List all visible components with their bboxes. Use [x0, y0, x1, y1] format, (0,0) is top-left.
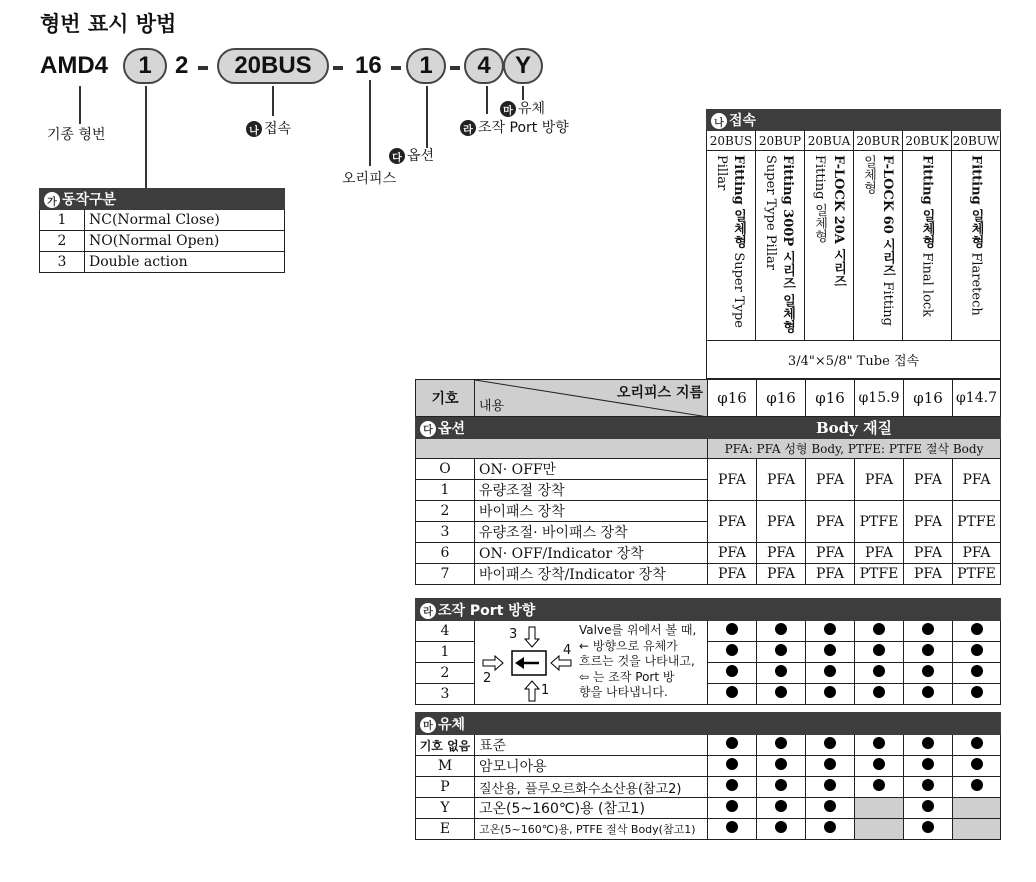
- connection-table: [706, 109, 1001, 379]
- leader-line: [79, 86, 81, 124]
- material: PTFE: [855, 501, 904, 543]
- material: PFA: [757, 543, 806, 564]
- available-dot: [922, 758, 934, 770]
- available-dot: [824, 623, 836, 635]
- material: PFA: [806, 459, 855, 501]
- available-dot: [922, 665, 934, 677]
- fluid-row: [416, 798, 1001, 819]
- label-option: 다 옵션: [389, 145, 434, 165]
- action-code: 2: [40, 231, 85, 252]
- orifice-value: φ16: [708, 380, 757, 417]
- page-title: 형번 표시 방법: [40, 12, 177, 36]
- option-header: 다 옵션: [416, 417, 708, 439]
- fluid-code: P: [416, 777, 475, 798]
- available-dot: [922, 821, 934, 833]
- orifice-value: φ15.9: [855, 380, 904, 417]
- unavailable-cell: [855, 798, 904, 819]
- body-note: PFA: PFA 성형 Body, PTFE: PTFE 절삭 Body: [708, 439, 1001, 459]
- available-dot: [726, 665, 738, 677]
- material: PFA: [708, 459, 757, 501]
- action-code: 3: [40, 252, 85, 273]
- available-dot: [775, 686, 787, 698]
- option-desc: ON· OFF/Indicator 장착: [475, 543, 708, 564]
- port-code: 1: [416, 642, 475, 663]
- option-code: O: [416, 459, 475, 480]
- available-dot: [775, 779, 787, 791]
- conn-desc: Fitting 일체형 Flaretech: [952, 151, 1001, 341]
- option-desc: 바이패스 장착/Indicator 장착: [475, 564, 708, 585]
- available-dot: [922, 737, 934, 749]
- available-dot: [873, 686, 885, 698]
- code-label: 기호: [416, 380, 475, 417]
- leader-line: [369, 80, 371, 166]
- fluid-row: [416, 819, 1001, 840]
- conn-code: 20BUK: [903, 131, 952, 151]
- unavailable-cell: [953, 798, 1001, 819]
- available-dot: [726, 758, 738, 770]
- orifice-header: [475, 380, 708, 417]
- port-num: 3: [509, 627, 518, 642]
- unavailable-cell: [855, 819, 904, 840]
- option-code: 6: [416, 543, 475, 564]
- code-orifice: 16: [355, 52, 382, 79]
- port-arrow-diagram: [477, 621, 577, 705]
- material: PFA: [708, 564, 757, 585]
- available-dot: [824, 800, 836, 812]
- fluid-code: M: [416, 756, 475, 777]
- material: PFA: [757, 501, 806, 543]
- available-dot: [775, 758, 787, 770]
- available-dot: [824, 644, 836, 656]
- action-header: 가 동작구분: [40, 189, 285, 210]
- available-dot: [971, 779, 983, 791]
- fluid-desc: 질산용, 플루오르화수소산용(참고2): [475, 777, 708, 798]
- available-dot: [971, 644, 983, 656]
- material: PFA: [757, 459, 806, 501]
- available-dot: [922, 800, 934, 812]
- fluid-desc: 표준: [475, 735, 708, 756]
- content-label: 내용: [479, 399, 505, 414]
- available-dot: [775, 644, 787, 656]
- available-dot: [873, 758, 885, 770]
- port-note: Valve를 위에서 볼 때, ← 방향으로 유체가 흐르는 것을 나타내고, ⇦ 는 조작 Port 방 향을 나타냅니다.: [579, 623, 697, 699]
- available-dot: [824, 821, 836, 833]
- fluid-code: E: [416, 819, 475, 840]
- leader-line: [426, 86, 428, 148]
- available-dot: [922, 623, 934, 635]
- available-dot: [971, 665, 983, 677]
- orifice-value: φ16: [806, 380, 855, 417]
- conn-desc: F-LOCK 20A 시리즈 Fitting 일체형: [805, 151, 854, 341]
- conn-code: 20BUP: [756, 131, 805, 151]
- body-material-header: Body 재질: [708, 417, 1001, 439]
- material: PTFE: [953, 501, 1001, 543]
- material: PFA: [708, 543, 757, 564]
- option-code: 7: [416, 564, 475, 585]
- available-dot: [775, 665, 787, 677]
- dash: [333, 66, 343, 70]
- material: PFA: [855, 543, 904, 564]
- available-dot: [726, 821, 738, 833]
- material: PFA: [904, 459, 953, 501]
- fluid-desc: 고온(5~160℃)용 (참고1): [475, 798, 708, 819]
- orifice-label: 오리피스 지름: [616, 385, 703, 401]
- available-dot: [726, 779, 738, 791]
- code-option: 1: [406, 48, 446, 84]
- unavailable-cell: [953, 819, 1001, 840]
- material: PFA: [806, 543, 855, 564]
- material: PFA: [904, 564, 953, 585]
- port-num: 2: [483, 671, 492, 686]
- code-port: 4: [464, 48, 504, 84]
- available-dot: [873, 644, 885, 656]
- dash: [450, 66, 460, 70]
- material: PTFE: [855, 564, 904, 585]
- available-dot: [971, 686, 983, 698]
- action-code: 1: [40, 210, 85, 231]
- port-code: 2: [416, 663, 475, 684]
- option-desc: 바이패스 장착: [475, 501, 708, 522]
- fluid-header: 마 유체: [416, 713, 1001, 735]
- port-num: 4: [563, 643, 572, 658]
- fluid-row: [416, 735, 1001, 756]
- dash: [198, 66, 208, 70]
- leader-line: [486, 86, 488, 114]
- blank-cell: [416, 439, 708, 459]
- port-header: 라 조작 Port 방향: [416, 599, 1001, 621]
- fluid-code: 기호 없음: [416, 735, 475, 756]
- action-desc: Double action: [85, 252, 285, 273]
- code-fluid: Y: [503, 48, 543, 84]
- fluid-table: [415, 712, 1001, 840]
- available-dot: [824, 665, 836, 677]
- label-fluid: 마 유체: [500, 98, 545, 118]
- fluid-row: [416, 756, 1001, 777]
- dash: [391, 66, 401, 70]
- available-dot: [971, 758, 983, 770]
- option-desc: 유량조절· 바이패스 장착: [475, 522, 708, 543]
- material: PFA: [904, 501, 953, 543]
- orifice-value: φ16: [904, 380, 953, 417]
- fluid-desc: 암모니아용: [475, 756, 708, 777]
- label-base-model: 기종 형번: [47, 127, 106, 143]
- available-dot: [873, 665, 885, 677]
- port-table: [415, 598, 1001, 705]
- material: PFA: [953, 543, 1001, 564]
- conn-code: 20BUA: [805, 131, 854, 151]
- material: PFA: [757, 564, 806, 585]
- available-dot: [873, 623, 885, 635]
- available-dot: [726, 737, 738, 749]
- port-code: 3: [416, 684, 475, 705]
- option-desc: ON· OFF만: [475, 459, 708, 480]
- available-dot: [824, 737, 836, 749]
- option-code: 2: [416, 501, 475, 522]
- available-dot: [726, 686, 738, 698]
- available-dot: [824, 779, 836, 791]
- material: PFA: [953, 459, 1001, 501]
- material: PTFE: [953, 564, 1001, 585]
- label-port: 라 조작 Port 방향: [460, 117, 569, 137]
- model-prefix: AMD4: [40, 52, 109, 79]
- label-connection: 나 접속: [246, 118, 291, 138]
- label-orifice: 오리피스: [342, 171, 397, 187]
- available-dot: [775, 800, 787, 812]
- connection-header: 나 접속: [707, 110, 1001, 131]
- conn-desc: F-LOCK 60 시리즈 Fitting 일체형: [854, 151, 903, 341]
- spec-table: [415, 379, 1001, 585]
- available-dot: [726, 623, 738, 635]
- material: PFA: [806, 501, 855, 543]
- available-dot: [873, 737, 885, 749]
- code-connection: 20BUS: [217, 48, 329, 84]
- option-code: 1: [416, 480, 475, 501]
- fluid-code: Y: [416, 798, 475, 819]
- available-dot: [922, 686, 934, 698]
- conn-desc: Fitting 일체형 Final lock: [903, 151, 952, 341]
- available-dot: [775, 737, 787, 749]
- available-dot: [971, 737, 983, 749]
- action-desc: NO(Normal Open): [85, 231, 285, 252]
- option-desc: 유량조절 장착: [475, 480, 708, 501]
- material: PFA: [806, 564, 855, 585]
- fluid-rows: [416, 735, 1001, 840]
- material: PFA: [855, 459, 904, 501]
- available-dot: [726, 800, 738, 812]
- action-table: [39, 188, 285, 273]
- code-action: 1: [123, 48, 167, 84]
- conn-desc: Fitting 일체형 Super Type Pillar: [707, 151, 756, 341]
- conn-desc: Fitting 300P 시리즈 일체형 Super Type Pillar: [756, 151, 805, 341]
- available-dot: [922, 779, 934, 791]
- port-diagram: [475, 621, 708, 705]
- available-dot: [775, 821, 787, 833]
- conn-code: 20BUS: [707, 131, 756, 151]
- port-num: 1: [541, 683, 550, 698]
- code-digit: 2: [175, 52, 189, 79]
- conn-code: 20BUW: [952, 131, 1001, 151]
- port-code: 4: [416, 621, 475, 642]
- leader-line: [272, 86, 274, 116]
- available-dot: [922, 644, 934, 656]
- conn-code: 20BUR: [854, 131, 903, 151]
- fluid-desc: 고온(5~160℃)용, PTFE 절삭 Body(참고1): [475, 819, 708, 840]
- fluid-row: [416, 777, 1001, 798]
- leader-line: [145, 86, 147, 188]
- option-code: 3: [416, 522, 475, 543]
- available-dot: [775, 623, 787, 635]
- tube-note: 3/4"×5/8" Tube 접속: [707, 341, 1001, 379]
- orifice-value: φ16: [757, 380, 806, 417]
- available-dot: [824, 758, 836, 770]
- orifice-value: φ14.7: [953, 380, 1001, 417]
- action-desc: NC(Normal Close): [85, 210, 285, 231]
- material: PFA: [708, 501, 757, 543]
- available-dot: [873, 779, 885, 791]
- available-dot: [726, 644, 738, 656]
- available-dot: [824, 686, 836, 698]
- material: PFA: [904, 543, 953, 564]
- available-dot: [971, 623, 983, 635]
